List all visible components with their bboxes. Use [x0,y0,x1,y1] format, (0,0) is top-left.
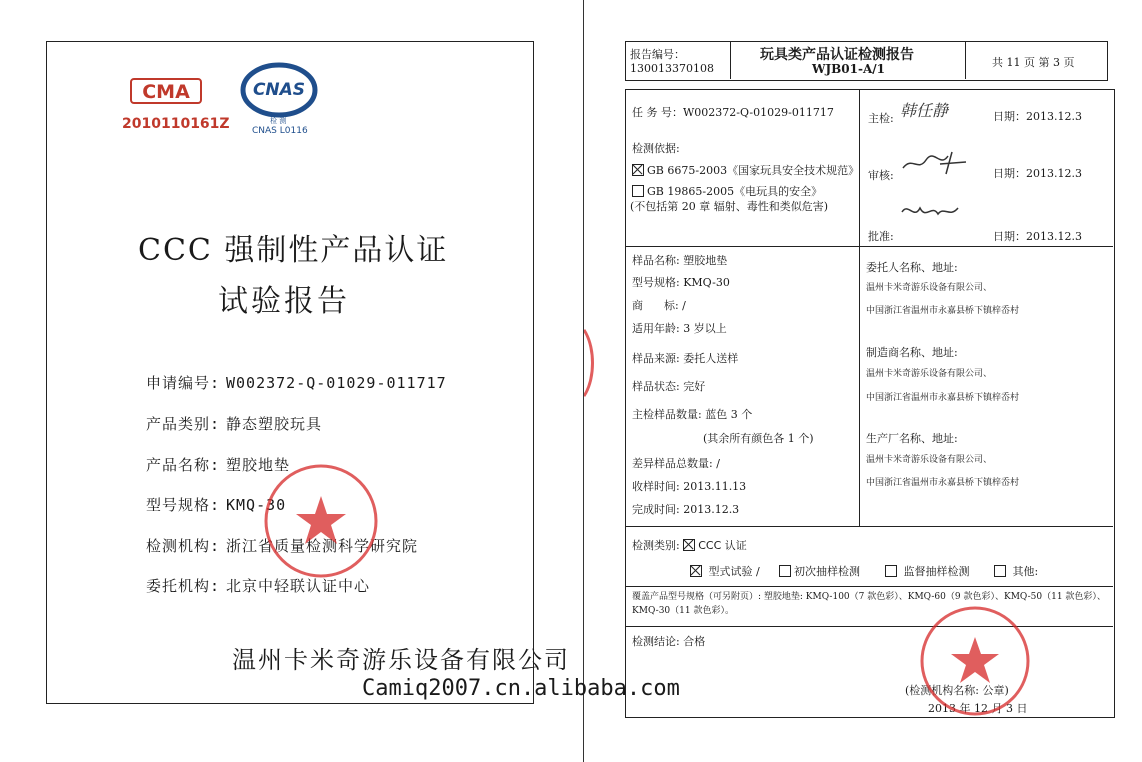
unchecked-box-icon [994,565,1006,577]
reviewer-date: 日期：2013.12.3 [993,167,1082,180]
other-option: 其他: [994,563,1038,579]
svg-text:CNAS: CNAS [252,80,306,100]
reviewer-label: 审核: [868,169,894,182]
company-url: Camiq2007.cn.alibaba.com [362,676,680,701]
test-type: 检测类别: CCC 认证 [632,539,747,552]
institution-name: (检测机构名称: 公章) [905,684,1009,697]
report-no-label: 报告编号： [630,48,685,61]
sample-state: 样品状态: 完好 [632,380,706,393]
inspector-date: 日期：2013.12.3 [993,110,1082,123]
approver-label: 批准: [868,230,894,243]
type-test-option: 型式试验 / [690,563,760,579]
inspector-signature: 韩任静 [900,101,949,120]
checked-box-icon [690,565,702,577]
maker-name: 温州卡米奇游乐设备有限公司、 [866,369,993,379]
approver-date: 日期：2013.12.3 [993,230,1082,243]
report-no: 130013370108 [630,62,714,75]
unchecked-box-icon [779,565,791,577]
field-entrust-institution: 委托机构: 北京中轻联认证中心 [146,577,371,595]
svg-text:CMA: CMA [142,81,190,103]
unchecked-box-icon [632,185,644,197]
reviewer-signature [900,150,970,176]
company-watermark: 温州卡米奇游乐设备有限公司 [232,646,570,674]
cma-logo [130,78,202,104]
basis-note: (不包括第 20 章 辐射、毒性和类似危害) [630,200,829,213]
institution-seal-left [262,462,380,580]
field-test-institution: 检测机构: 浙江省质量检测科学研究院 [146,537,419,555]
cma-code: 2010110161Z [122,116,230,132]
supervision-option: 监督抽样检测 [885,563,970,579]
field-product-name: 产品名称: 塑胶地垫 [146,456,291,474]
unchecked-box-icon [885,565,897,577]
basis-gb19865: GB 19865-2005《电玩具的安全》 [632,183,822,199]
page-info: 共 11 页 第 3 页 [992,56,1075,69]
sample-model: 型号规格: KMQ-30 [632,276,730,289]
maker-label: 制造商名称、地址: [866,346,958,359]
factory-address: 中国浙江省温州市永嘉县桥下镇梓岙村 [866,478,1020,488]
client-name: 温州卡米奇游乐设备有限公司、 [866,283,993,293]
report-title: CCC 强制性产品认证 [138,233,449,268]
cnas-code: CNAS L0116 [252,126,308,136]
client-address: 中国浙江省温州市永嘉县桥下镇梓岙村 [866,306,1020,316]
task-no: 任 务 号：W002372-Q-01029-011717 [632,106,834,119]
factory-name: 温州卡米奇游乐设备有限公司、 [866,455,993,465]
sample-name: 样品名称: 塑胶地垫 [632,254,728,267]
first-sample-option: 初次抽样检测 [779,563,860,579]
basis-label: 检测依据: [632,142,680,155]
inspector-label: 主检: [868,112,894,125]
client-label: 委托人名称、地址: [866,261,958,274]
coverage-models: 覆盖产品型号规格（可另附页）: 塑胶地垫: KMQ-100（7 款色彩）、KMQ-60（9 款色彩）、KMQ-50（11 款色彩）、KMQ-30（11 款色彩）。 [632,592,1106,616]
edge-seal-fragment [548,320,594,406]
received-date: 收样时间: 2013.11.13 [632,480,747,493]
sample-brand: 商 标: / [632,299,686,312]
approver-signature [898,200,968,226]
field-application-no: 申请编号: W002372-Q-01029-011717 [146,374,447,392]
maker-address: 中国浙江省温州市永嘉县桥下镇梓岙村 [866,393,1020,403]
field-model: 型号规格: KMQ-30 [146,496,287,514]
page-divider [583,0,584,762]
checked-box-icon [632,164,644,176]
sample-source: 样品来源: 委托人送样 [632,352,739,365]
sample-qty: 主检样品数量: 蓝色 3 个 [632,408,753,421]
report-subtitle: 试验报告 [218,284,350,319]
header-title: 玩具类产品认证检测报告 [760,47,914,63]
cnas-label: 检 测 [270,117,287,125]
issue-date: 2013 年 12 月 3 日 [928,702,1028,715]
sample-age: 适用年龄: 3 岁以上 [632,322,727,335]
institution-seal-right [918,604,1032,718]
factory-label: 生产厂名称、地址: [866,432,958,445]
header-code: WJB01-A/1 [812,62,886,76]
completed-date: 完成时间: 2013.12.3 [632,503,740,516]
field-product-category: 产品类别: 静态塑胶玩具 [146,415,323,433]
checked-box-icon [683,539,695,551]
conclusion: 检测结论: 合格 [632,635,706,648]
cnas-logo [240,62,318,118]
basis-gb6675: GB 6675-2003《国家玩具安全技术规范》 [632,162,859,178]
sample-qty-note: (其余所有颜色各 1 个) [703,432,814,445]
diff-qty: 差异样品总数量: / [632,457,720,470]
